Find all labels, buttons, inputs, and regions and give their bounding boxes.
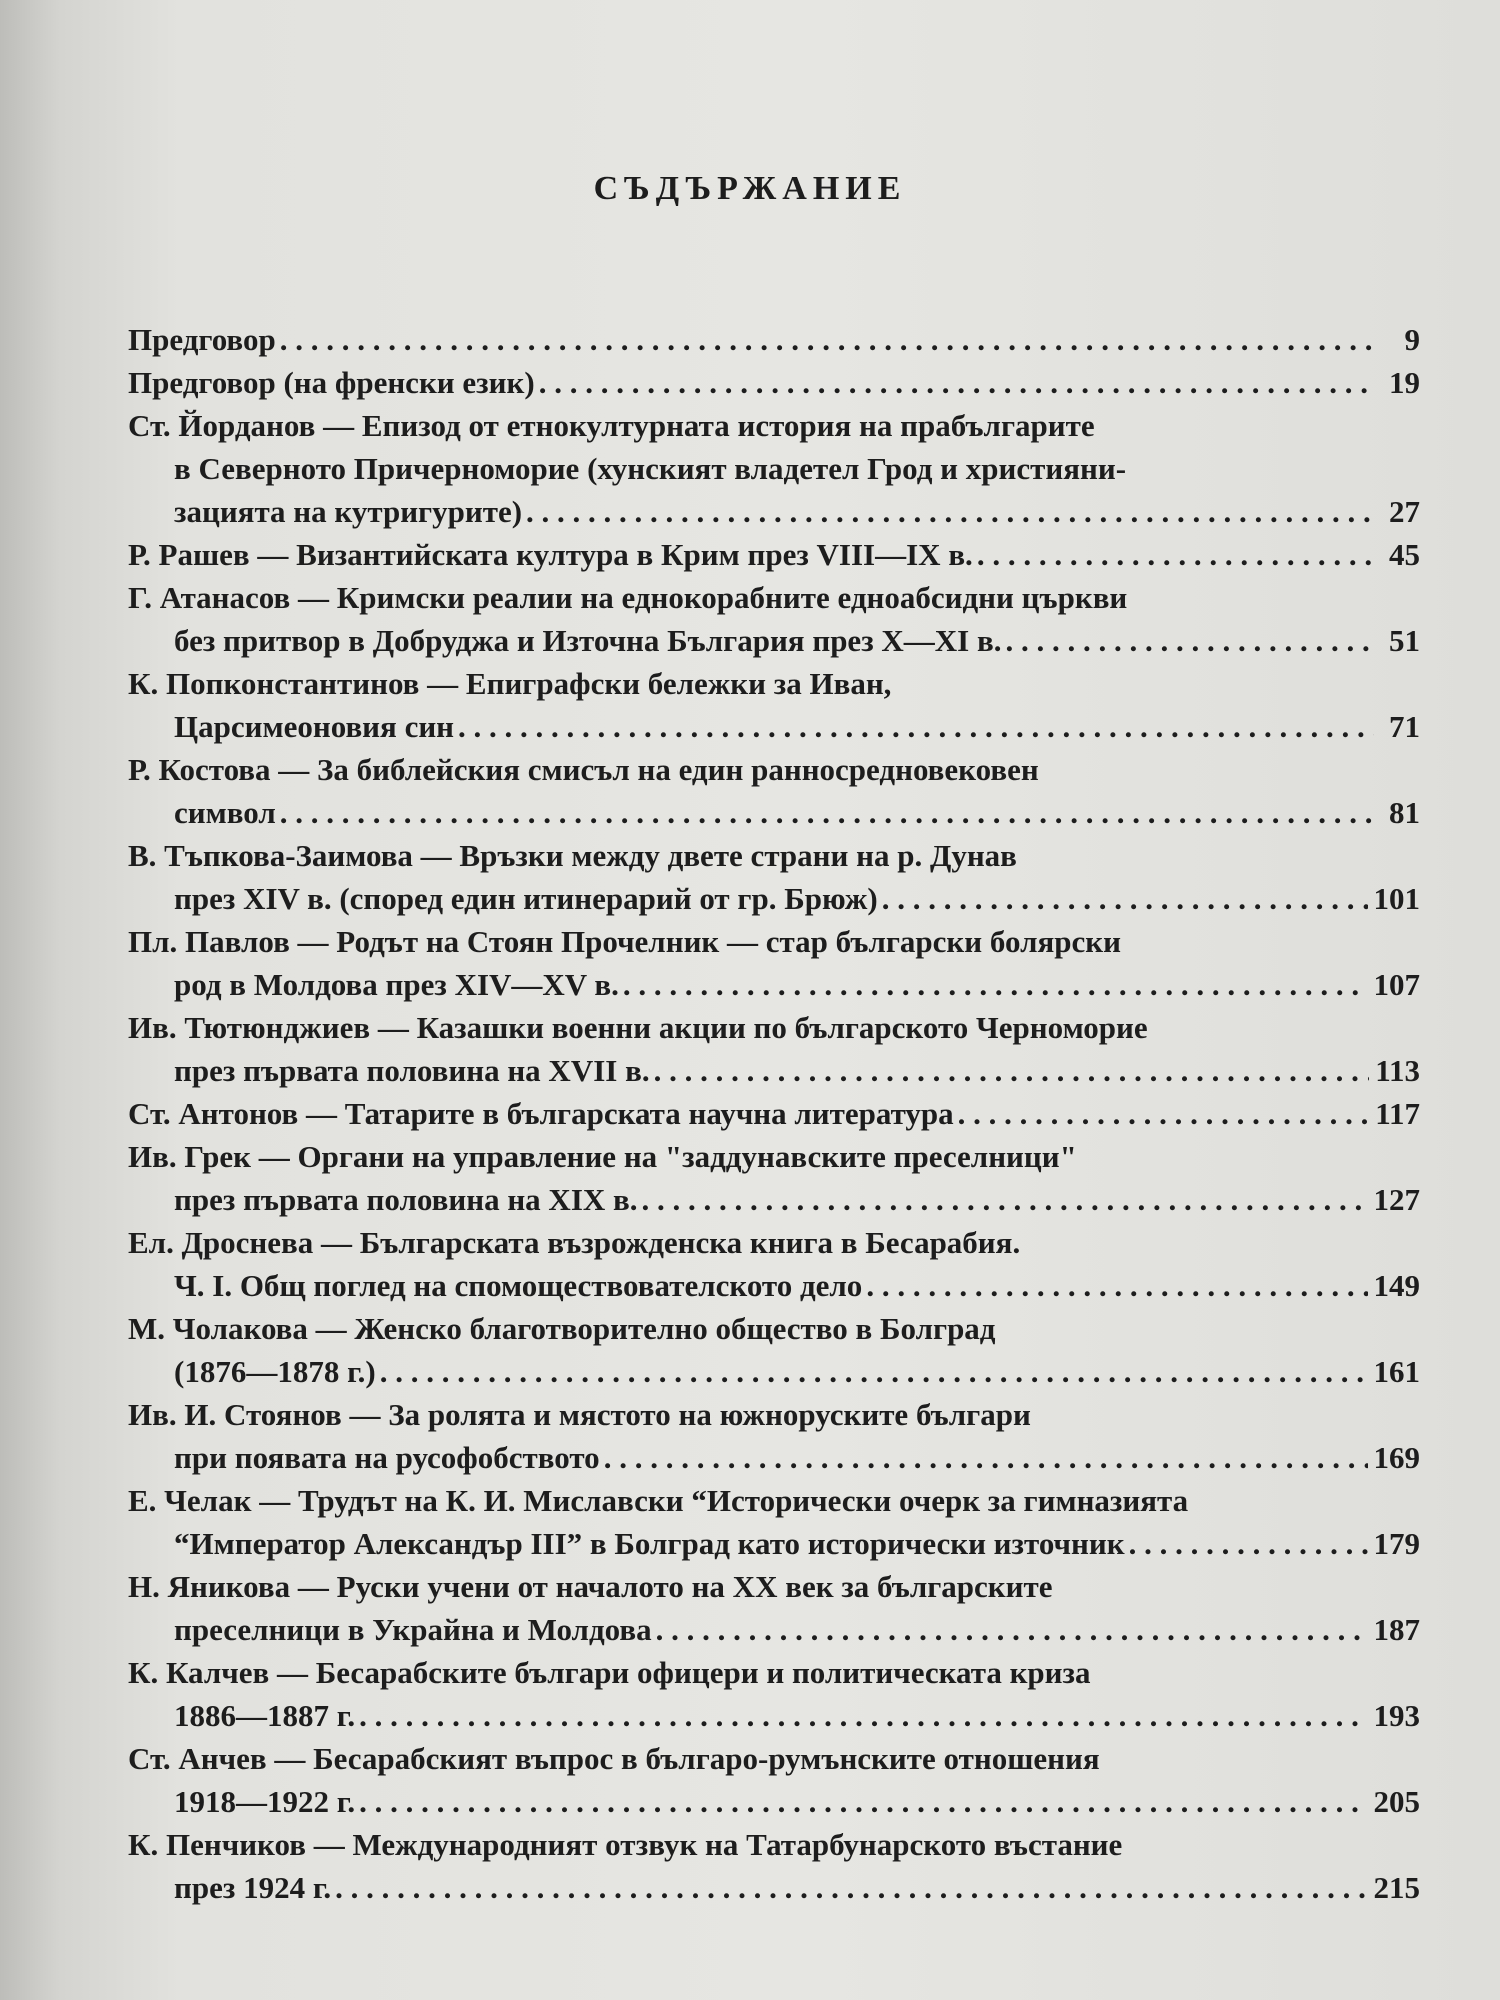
page-number: 27 bbox=[1389, 494, 1420, 529]
dot-leader bbox=[280, 791, 1374, 834]
toc-entry bbox=[128, 748, 1420, 834]
toc-entry bbox=[128, 1393, 1420, 1479]
page-number: 127 bbox=[1373, 1182, 1420, 1217]
toc-entry bbox=[128, 576, 1420, 662]
page-number: 215 bbox=[1373, 1870, 1420, 1905]
dot-leader bbox=[458, 705, 1374, 748]
toc-entry bbox=[128, 920, 1420, 1006]
toc-entry-text: Е. Челак — Трудът на К. И. Миславски “Исторически очерк за гимназията bbox=[128, 1483, 1189, 1518]
toc-entry bbox=[128, 404, 1420, 533]
toc-entry-line bbox=[128, 834, 1420, 877]
toc-entry-text: Ив. И. Стоянов — За ролята и мястото на южноруските българи bbox=[128, 1397, 1031, 1432]
toc-entry-line bbox=[128, 1479, 1420, 1522]
toc-entry-text: символ bbox=[174, 795, 276, 830]
dot-leader bbox=[280, 318, 1374, 361]
page-number: 51 bbox=[1389, 623, 1420, 658]
toc-entry bbox=[128, 1006, 1420, 1092]
page-number: 81 bbox=[1389, 795, 1420, 830]
toc-entry-line bbox=[128, 1651, 1420, 1694]
toc-entry-line bbox=[128, 662, 1420, 705]
page-number: 45 bbox=[1389, 537, 1420, 572]
toc-entry-line bbox=[128, 447, 1420, 490]
toc-entry-line bbox=[128, 1608, 1420, 1651]
toc-entry-line bbox=[128, 404, 1420, 447]
dot-leader bbox=[623, 963, 1368, 1006]
toc-entry-text: Р. Рашев — Византийската култура в Крим през VIII—IX в. bbox=[128, 537, 973, 572]
dot-leader bbox=[359, 1694, 1367, 1737]
toc-entry-line bbox=[128, 1264, 1420, 1307]
toc-entry-text: (1876—1878 г.) bbox=[174, 1354, 376, 1389]
dot-leader bbox=[1129, 1522, 1368, 1565]
toc-entry-line bbox=[128, 1135, 1420, 1178]
toc-entry bbox=[128, 662, 1420, 748]
page-number: 113 bbox=[1375, 1053, 1420, 1088]
toc-entry-text: Р. Костова — За библейския смисъл на един ранносредновековен bbox=[128, 752, 1039, 787]
toc-entry-line bbox=[128, 963, 1420, 1006]
dot-leader bbox=[958, 1092, 1370, 1135]
toc-entry-line bbox=[128, 533, 1420, 576]
toc-entry-line bbox=[128, 1522, 1420, 1565]
toc-entry-text: през първата половина на XIX в. bbox=[174, 1182, 638, 1217]
toc-entry-line bbox=[128, 1178, 1420, 1221]
toc-entry-line bbox=[128, 1737, 1420, 1780]
page-number: 179 bbox=[1373, 1526, 1420, 1561]
dot-leader bbox=[642, 1178, 1368, 1221]
page-number: 169 bbox=[1373, 1440, 1420, 1475]
toc-entry-line bbox=[128, 1780, 1420, 1823]
toc-entry-text: Ч. I. Общ поглед на спомоществователското дело bbox=[174, 1268, 863, 1303]
page-number: 101 bbox=[1373, 881, 1420, 916]
page-number: 107 bbox=[1373, 967, 1420, 1002]
toc-entry-line bbox=[128, 1866, 1420, 1909]
toc-entry-text: Н. Яникова — Руски учени от началото на XX век за българските bbox=[128, 1569, 1053, 1604]
toc-entry-text: при появата на русофобството bbox=[174, 1440, 600, 1475]
toc-entry-line bbox=[128, 490, 1420, 533]
page-number: 19 bbox=[1389, 365, 1420, 400]
page-number: 205 bbox=[1373, 1784, 1420, 1819]
toc-entry-line bbox=[128, 1565, 1420, 1608]
toc-entry bbox=[128, 318, 1420, 361]
toc-entry bbox=[128, 1479, 1420, 1565]
toc-entry-text: Ел. Дроснева — Българската възрожденска книга в Бесарабия. bbox=[128, 1225, 1021, 1260]
page-number: 149 bbox=[1373, 1268, 1420, 1303]
page-number: 71 bbox=[1389, 709, 1420, 744]
page-number: 193 bbox=[1373, 1698, 1420, 1733]
dot-leader bbox=[359, 1780, 1367, 1823]
page-number: 161 bbox=[1373, 1354, 1420, 1389]
toc-entry bbox=[128, 1092, 1420, 1135]
dot-leader bbox=[977, 533, 1374, 576]
page-number: 117 bbox=[1375, 1096, 1420, 1131]
toc-entry-line bbox=[128, 791, 1420, 834]
toc-entry-line bbox=[128, 318, 1420, 361]
toc-entry-text: В. Тъпкова-Заимова — Връзки между двете страни на р. Дунав bbox=[128, 838, 1017, 873]
toc-entry-text: преселници в Украйна и Молдова bbox=[174, 1612, 652, 1647]
toc-entry bbox=[128, 1307, 1420, 1393]
toc-entry-text: “Император Александър III” в Болград като исторически източник bbox=[174, 1526, 1125, 1561]
toc-entry bbox=[128, 834, 1420, 920]
toc-entry-line bbox=[128, 920, 1420, 963]
toc-entry-text: зацията на кутригурите) bbox=[174, 494, 523, 529]
table-of-contents bbox=[128, 318, 1420, 1909]
toc-entry-line bbox=[128, 1006, 1420, 1049]
toc-entry-line bbox=[128, 576, 1420, 619]
toc-entry bbox=[128, 361, 1420, 404]
toc-entry-text: Ст. Антонов — Татарите в българската научна литература bbox=[128, 1096, 954, 1131]
toc-entry-line bbox=[128, 705, 1420, 748]
page-number: 187 bbox=[1373, 1612, 1420, 1647]
toc-entry-text: без притвор в Добруджа и Източна България през X—XI в. bbox=[174, 623, 1002, 658]
toc-entry-text: през XIV в. (според един итинерарий от гр. Брюж) bbox=[174, 881, 878, 916]
toc-entry-text: през първата половина на XVII в. bbox=[174, 1053, 650, 1088]
toc-entry-text: Ст. Йорданов — Епизод от етнокултурната история на прабългарите bbox=[128, 408, 1095, 443]
toc-entry-text: в Северното Причерноморие (хунският владетел Грод и християни- bbox=[174, 451, 1127, 486]
toc-entry-text: през 1924 г. bbox=[174, 1870, 332, 1905]
toc-entry-text: М. Чолакова — Женско благотворително общество в Болград bbox=[128, 1311, 996, 1346]
dot-leader bbox=[539, 361, 1374, 404]
toc-entry-text: К. Пенчиков — Международният отзвук на Татарбунарското въстание bbox=[128, 1827, 1123, 1862]
toc-entry-text: Предговор bbox=[128, 322, 276, 357]
toc-entry-line bbox=[128, 1436, 1420, 1479]
toc-entry-line bbox=[128, 1221, 1420, 1264]
dot-leader bbox=[656, 1608, 1368, 1651]
toc-entry-line bbox=[128, 1049, 1420, 1092]
dot-leader bbox=[526, 490, 1374, 533]
dot-leader bbox=[335, 1866, 1367, 1909]
toc-entry-line bbox=[128, 1823, 1420, 1866]
dot-leader bbox=[604, 1436, 1368, 1479]
toc-entry-line bbox=[128, 1092, 1420, 1135]
toc-entry bbox=[128, 1221, 1420, 1307]
page-title: СЪДЪРЖАНИЕ bbox=[593, 170, 907, 207]
toc-entry-text: 1886—1887 г. bbox=[174, 1698, 356, 1733]
toc-entry-text: Ст. Анчев — Бесарабският въпрос в българо-румънските отношения bbox=[128, 1741, 1100, 1776]
toc-entry-line bbox=[128, 1350, 1420, 1393]
toc-entry bbox=[128, 1737, 1420, 1823]
toc-entry-text: Царсимеоновия син bbox=[174, 709, 455, 744]
page-number: 9 bbox=[1404, 322, 1420, 357]
toc-entry-line bbox=[128, 1393, 1420, 1436]
toc-entry-line bbox=[128, 877, 1420, 920]
toc-entry-line bbox=[128, 361, 1420, 404]
toc-entry-line bbox=[128, 748, 1420, 791]
toc-entry bbox=[128, 533, 1420, 576]
toc-entry-text: 1918—1922 г. bbox=[174, 1784, 356, 1819]
toc-entry-text: Пл. Павлов — Родът на Стоян Прочелник — стар български болярски bbox=[128, 924, 1121, 959]
toc-entry-text: Ив. Тютюнджиев — Казашки военни акции по българското Черноморие bbox=[128, 1010, 1148, 1045]
toc-entry-text: К. Попконстантинов — Епиграфски бележки за Иван, bbox=[128, 666, 892, 701]
dot-leader bbox=[882, 877, 1368, 920]
toc-entry-text: К. Калчев — Бесарабските българи офицери и политическата криза bbox=[128, 1655, 1091, 1690]
dot-leader bbox=[1005, 619, 1374, 662]
toc-entry-line bbox=[128, 619, 1420, 662]
toc-entry bbox=[128, 1135, 1420, 1221]
toc-entry-text: Предговор (на френски език) bbox=[128, 365, 535, 400]
toc-entry-text: род в Молдова през XIV—XV в. bbox=[174, 967, 619, 1002]
toc-entry bbox=[128, 1651, 1420, 1737]
toc-entry-text: Г. Атанасов — Кримски реалии на еднокорабните едноабсидни църкви bbox=[128, 580, 1128, 615]
toc-entry-line bbox=[128, 1307, 1420, 1350]
dot-leader bbox=[380, 1350, 1368, 1393]
toc-entry-line bbox=[128, 1694, 1420, 1737]
dot-leader bbox=[654, 1049, 1370, 1092]
dot-leader bbox=[866, 1264, 1367, 1307]
toc-entry bbox=[128, 1565, 1420, 1651]
toc-entry bbox=[128, 1823, 1420, 1909]
toc-entry-text: Ив. Грек — Органи на управление на "заддунавските преселници" bbox=[128, 1139, 1077, 1174]
